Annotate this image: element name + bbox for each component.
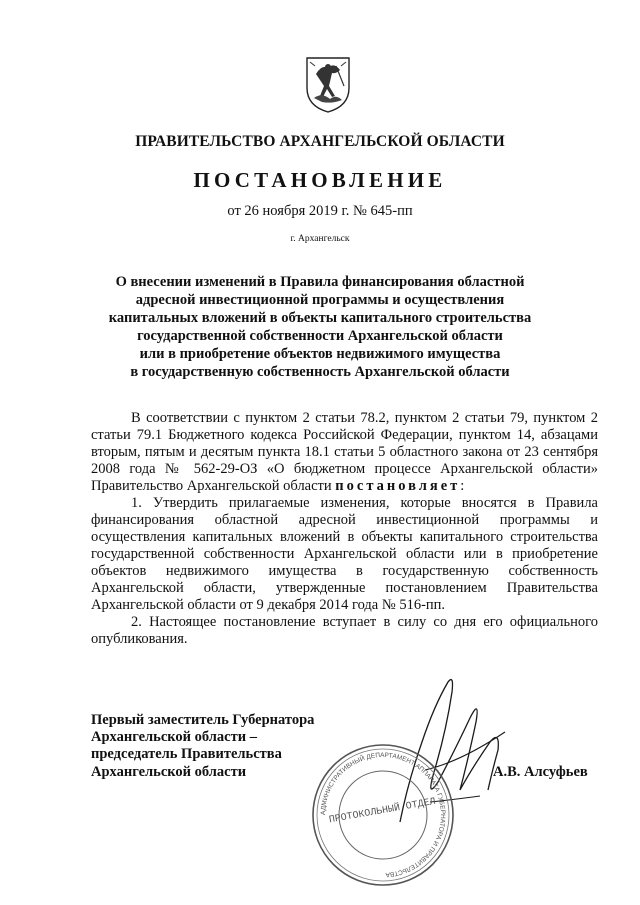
title-line: государственной собственности Архангельской области: [137, 328, 503, 344]
document-title: [100, 273, 540, 381]
title-line: или в приобретение объектов недвижимого имущества: [139, 346, 501, 362]
stamp-center-text: ПРОТОКОЛЬНЫЙ ОТДЕЛ: [328, 796, 437, 827]
stamp-ring-text: АДМИНИСТРАТИВНЫЙ ДЕПАРТАМЕНТ АППАРАТА ГУБЕРНАТОРА И ПРАВИТЕЛЬСТВА: [319, 751, 447, 878]
resolves-keyword: постановляет: [335, 478, 461, 494]
title-line: в государственную собственность Архангельской области: [130, 364, 510, 380]
preamble-colon: :: [460, 478, 465, 494]
clause-1: 1. Утвердить прилагаемые изменения, которые вносятся в Правила финансирования областной адресной инвестиционной программы и осуществления капитальных вложений в объекты капитального строительства государственной собственности Архангельской области или в приобретение объектов недвижимого имущества в государственную собственность Архангельской области, утвержденные постановлением Правительства Архангельской области от 9 декабря 2014 года № 516-пп.: [91, 495, 598, 613]
signer-position-line: председатель Правительства: [91, 746, 282, 763]
clause-2: 2. Настоящее постановление вступает в силу со дня его официального опубликования.: [91, 614, 598, 647]
signer-position-line: Первый заместитель Губернатора: [91, 712, 315, 728]
signer-position: [91, 712, 314, 781]
preamble-text: В соответствии с пунктом 2 статьи 78.2, пунктом 2 статьи 79, пунктом 2 статьи 79.1 Бюджетного кодекса Российской Федерации, пунктом 14, абзацами вторым, пятым и десятым пункта 18.1 статьи 5 областного закона от 23 сентября 2008 года № 562-29-ОЗ «О бюджетном процессе Архангельской области» Правительство Архангельской области: [91, 410, 598, 494]
official-stamp: [308, 740, 458, 890]
title-line: адресной инвестиционной программы и осуществления: [135, 292, 505, 308]
signer-position-line: Архангельской области: [91, 763, 247, 780]
document-body: [91, 410, 598, 648]
document-city: г. Архангельск: [290, 234, 350, 244]
government-name: ПРАВИТЕЛЬСТВО АРХАНГЕЛЬСКОЙ ОБЛАСТИ: [135, 133, 505, 150]
document-date-number: от 26 ноября 2019 г. № 645-пп: [227, 203, 413, 219]
title-line: капитальных вложений в объекты капитального строительства: [108, 310, 532, 326]
document-type: ПОСТАНОВЛЕНИЕ: [193, 168, 447, 192]
title-line: О внесении изменений в Правила финансирования областной: [115, 274, 525, 290]
signer-position-line: Архангельской области –: [91, 729, 257, 746]
coat-of-arms-icon: [302, 52, 354, 114]
signer-name: А.В. Алсуфьев: [493, 764, 588, 780]
preamble-paragraph: [91, 410, 598, 495]
